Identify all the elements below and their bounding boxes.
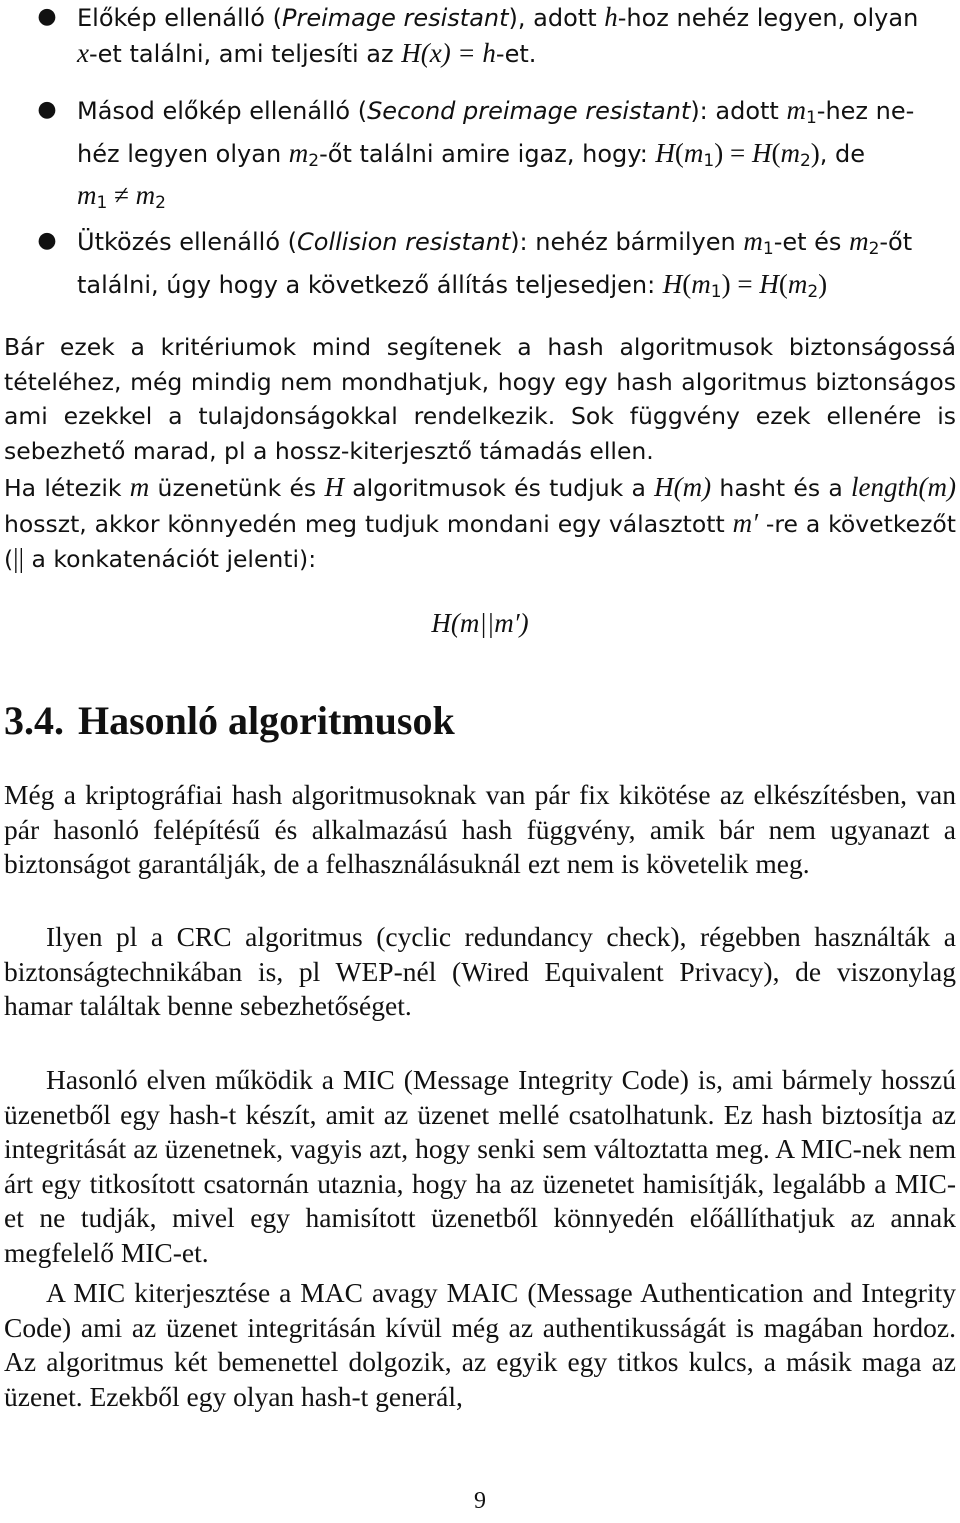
page-number: 9 <box>474 1488 486 1514</box>
section-title: Hasonló algoritmusok <box>78 698 455 743</box>
paragraph-criteria: Bár ezek a kritériumok mind segítenek a hash algoritmusok biztonságossá tételéhez, még mindig nem mondhatjuk, hogy egy hash algoritmus biztonságos ami ezekkel a tulajdonságokkal rendelkezik. Sok függvény ezek ellenére is sebezhető marad, pl a hossz-kiterjesztő támadás ellen. <box>4 333 956 465</box>
bullet-icon: ● <box>37 4 57 29</box>
bullet-icon: ● <box>37 228 57 253</box>
paragraph-length-extension: Ha létezik m üzenetünk és H algoritmusok és tudjuk a H(m) hasht és a length(m) hosszt, akkor könnyedén meg tudjuk mondani egy választott m′ -re a következőt (|| a konkatenációt jelenti): <box>4 472 956 573</box>
paragraph-mac: A MIC kiterjesztése a MAC avagy MAIC (Message Authentication and Integrity Code) ami az üzenet integritásán kívül még az authentikusságát is magában hordoz. Az algoritmus két bemenettel dolgozik, az egyik egy titkos kulcs, a másik maga az üzenet. Ezekből egy olyan hash-t generál, <box>4 1277 956 1412</box>
section-heading <box>4 697 455 744</box>
paragraph-mic: Hasonló elven működik a MIC (Message Integrity Code) is, ami bármely hosszú üzenetből egy hash-t készít, amit az üzenet mellé csatolhatunk. Ez hash biztosítja az integritását az üzenetnek, vagyis azt, hogy senki sem változtatta meg. A MIC-nek nem árt egy titkosított csatornán utaznia, hogy ha az üzenetet hamisítják, legalább a MIC-et ne tudják, mivel egy hamisított üzenetből könnyedén előállíthatjuk az annak megfelelő MIC-et. <box>4 1064 956 1268</box>
bullet-icon: ● <box>37 97 57 122</box>
term-preimage: Preimage resistant <box>281 4 509 32</box>
paragraph-crc: Ilyen pl a CRC algoritmus (cyclic redundancy check), régebben használták a biztonságtechnikában is, pl WEP-nél (Wired Equivalent Privacy), de viszonylag hamar találtak benne sebezhetőséget. <box>4 921 956 1021</box>
section-number: 3.4. <box>4 698 64 743</box>
list-item-second-preimage: ● Másod előkép ellenálló (Second preimage resistant): adott $m_1$-hez ne- héz legyen olyan $m_2-őt$ találni amire igaz, hogy: $H(m_1) = H(m_2)$, de $m_1 \ne m_2$ <box>37 95 915 213</box>
equation-preimage: H(x) = h <box>401 37 496 68</box>
display-equation: H(m||m′) <box>431 608 529 638</box>
list-item-preimage: ● Előkép ellenálló (Preimage resistant), adott h-hoz nehéz legyen, olyan x-et találni, ami teljesíti az H(x) = h-et. <box>37 2 919 68</box>
term-second-preimage: Second preimage resistant <box>367 97 691 125</box>
paragraph-intro: Még a kriptográfiai hash algoritmusoknak van pár fix kikötése az elkészítésben, van pár hasonló felépítésű és alkalmazású hash függvény, amik bár nem ugyanazt a biztonságot garantálják, de a felhasználásuknál ezt nem is követelik meg. <box>4 779 956 879</box>
term-collision: Collision resistant <box>297 228 511 256</box>
list-item-collision: ● Ütközés ellenálló (Collision resistant): nehéz bármilyen $m_1-et$ és $m_2-őt$ találni, úgy hogy a következő állítás teljesedjen: $H(m_1) = H(m_2)$ <box>37 226 913 302</box>
